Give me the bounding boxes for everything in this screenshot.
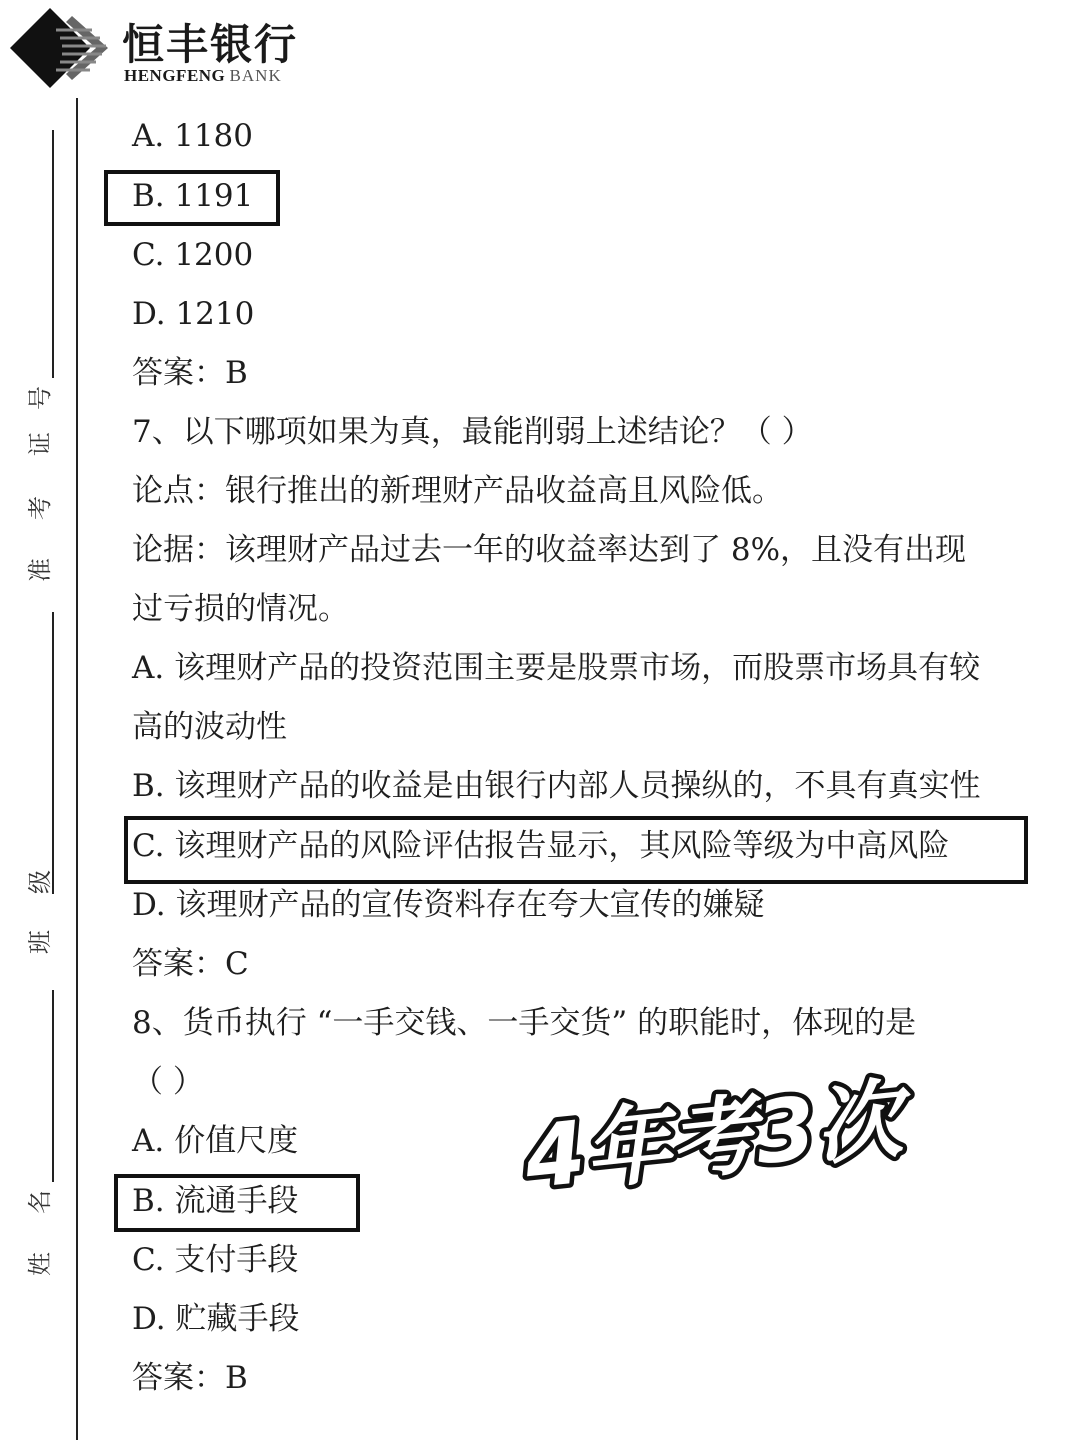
exam-id-label-char: 号	[26, 386, 54, 410]
bank-name-en-light: BANK	[229, 66, 282, 85]
q8-option-b: B. 流通手段	[132, 1183, 299, 1219]
q8-answer: 答案：B	[132, 1360, 248, 1396]
bank-name-cn: 恒丰银行	[122, 20, 299, 69]
class-fill-line	[52, 612, 54, 894]
q7-argument: 论点：银行推出的新理财产品收益高且风险低。	[132, 473, 783, 509]
exam-id-label-char: 考	[26, 496, 54, 520]
name-label-char: 名	[26, 1190, 54, 1214]
q6-option-a: A. 1180	[132, 118, 253, 154]
q8-option-d: D. 贮藏手段	[132, 1301, 300, 1337]
q6-option-c: C. 1200	[132, 237, 254, 273]
exam-id-label-char: 准	[26, 558, 54, 582]
bank-name-en-bold: HENGFENG	[124, 66, 226, 85]
bank-logo	[10, 8, 330, 88]
exam-id-fill-line	[52, 130, 54, 378]
stamp-text: 4年考3次	[520, 1069, 907, 1208]
q6-option-d: D. 1210	[132, 296, 255, 332]
q8-option-a: A. 价值尺度	[132, 1123, 299, 1159]
q7-option-a: A. 该理财产品的投资范围主要是股票市场，而股票市场具有较	[132, 650, 981, 686]
q7-stem: 7、以下哪项如果为真，最能削弱上述结论？（ ）	[132, 414, 813, 450]
bank-name-en	[124, 66, 282, 86]
class-label-char: 级	[26, 870, 54, 894]
q7-option-c: C. 该理财产品的风险评估报告显示，其风险等级为中高风险	[132, 828, 950, 864]
q7-evidence-cont: 过亏损的情况。	[132, 591, 349, 627]
name-label-char: 姓	[26, 1252, 54, 1276]
name-fill-line	[52, 990, 54, 1182]
q7-evidence: 论据：该理财产品过去一年的收益率达到了 8%，且没有出现	[132, 532, 967, 568]
q6-option-b: B. 1191	[132, 178, 254, 214]
q8-stem: 8、货币执行 “一手交钱、一手交货” 的职能时，体现的是	[132, 1005, 917, 1041]
q6-answer: 答案：B	[132, 355, 248, 391]
q7-option-b: B. 该理财产品的收益是由银行内部人员操纵的，不具有真实性	[132, 768, 981, 804]
q7-option-d: D. 该理财产品的宣传资料存在夸大宣传的嫌疑	[132, 887, 765, 923]
q8-option-c: C. 支付手段	[132, 1242, 299, 1278]
class-label-char: 班	[26, 930, 54, 954]
q7-option-a-cont: 高的波动性	[132, 709, 287, 745]
margin-divider-line	[76, 98, 78, 1440]
exam-id-label-char: 证	[26, 432, 54, 456]
bank-logo-icon	[10, 8, 114, 88]
q7-answer: 答案：C	[132, 946, 249, 982]
q8-stem-cont: （ ）	[132, 1064, 204, 1100]
exam-frequency-stamp	[478, 1068, 948, 1208]
